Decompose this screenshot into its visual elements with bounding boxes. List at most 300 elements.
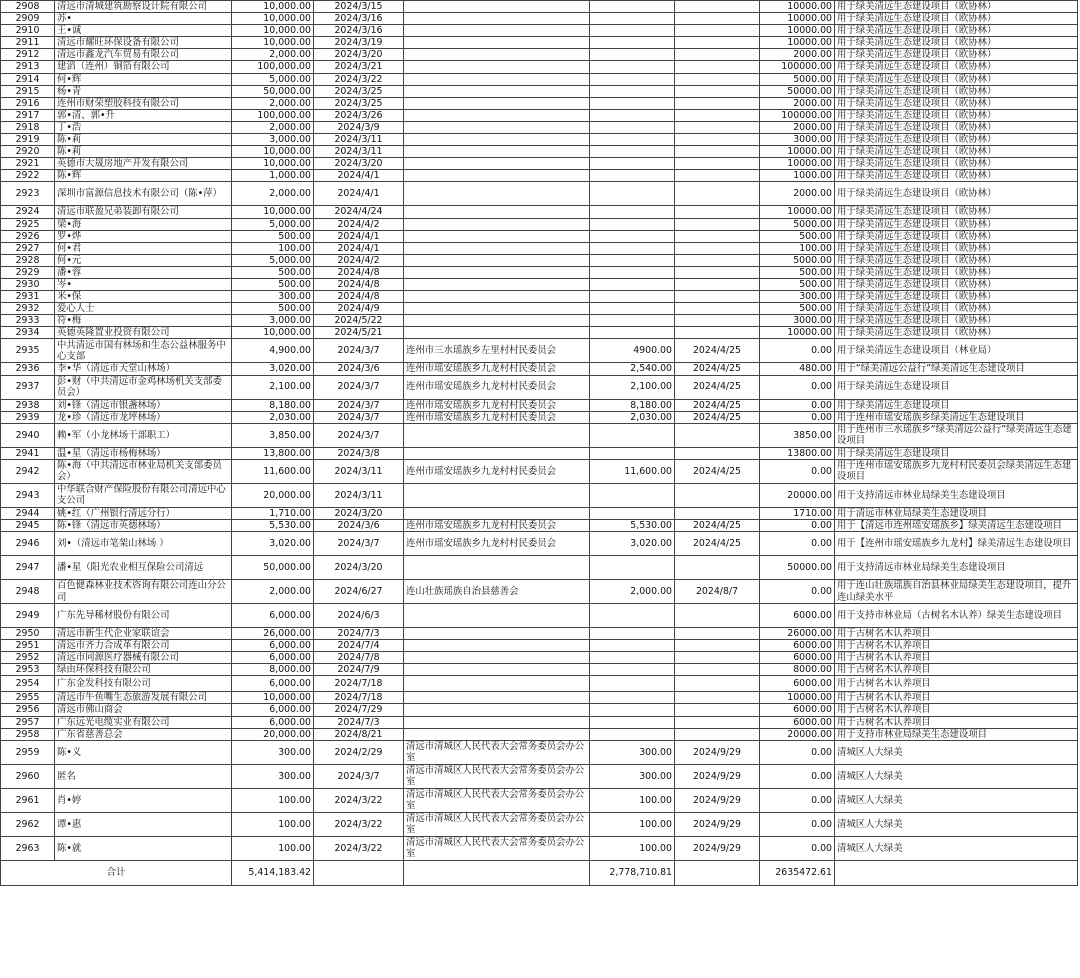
donor-name-cell: 爱心人士 bbox=[55, 303, 232, 315]
table-row bbox=[1, 73, 1078, 85]
donation-date-cell: 2024/3/7 bbox=[314, 532, 404, 556]
recipient-cell bbox=[404, 266, 590, 278]
recipient-cell bbox=[404, 483, 590, 507]
disbursed-amount-cell bbox=[590, 218, 675, 230]
donation-amount-cell: 5,000.00 bbox=[232, 73, 314, 85]
donor-name-cell: 杨•青 bbox=[55, 85, 232, 97]
table-row bbox=[1, 242, 1078, 254]
table-row bbox=[1, 170, 1078, 182]
donation-date-cell: 2024/4/8 bbox=[314, 278, 404, 290]
recipient-cell: 连州市瑶安瑶族乡九龙村村民委员会 bbox=[404, 459, 590, 483]
recipient-cell bbox=[404, 182, 590, 206]
disbursed-date-cell bbox=[675, 303, 760, 315]
disbursed-date-cell: 2024/9/29 bbox=[675, 836, 760, 860]
purpose-cell: 用于绿美清远生态建设项目（欧协林） bbox=[835, 121, 1078, 133]
disbursed-amount-cell bbox=[590, 97, 675, 109]
disbursed-date-cell bbox=[675, 37, 760, 49]
purpose-cell: 用于绿美清远生态建设项目（欧协林） bbox=[835, 254, 1078, 266]
table-row bbox=[1, 652, 1078, 664]
balance-cell: 10000.00 bbox=[760, 158, 835, 170]
disbursed-amount-cell: 11,600.00 bbox=[590, 459, 675, 483]
total-balance: 2635472.61 bbox=[760, 860, 835, 885]
balance-cell: 10000.00 bbox=[760, 13, 835, 25]
donor-name-cell: 何•元 bbox=[55, 254, 232, 266]
recipient-cell bbox=[404, 242, 590, 254]
table-row bbox=[1, 206, 1078, 218]
table-row bbox=[1, 266, 1078, 278]
table-row bbox=[1, 134, 1078, 146]
donation-amount-cell: 8,180.00 bbox=[232, 399, 314, 411]
donation-amount-cell: 2,000.00 bbox=[232, 49, 314, 61]
donation-date-cell: 2024/3/15 bbox=[314, 1, 404, 13]
donor-name-cell: 清远市耀旺环保设备有限公司 bbox=[55, 37, 232, 49]
purpose-cell: 用于绿美清远生态建设项目（欧协林） bbox=[835, 327, 1078, 339]
disbursed-date-cell: 2024/4/25 bbox=[675, 411, 760, 423]
balance-cell: 10000.00 bbox=[760, 206, 835, 218]
disbursed-amount-cell bbox=[590, 327, 675, 339]
donation-amount-cell: 100.00 bbox=[232, 242, 314, 254]
row-number-cell: 2924 bbox=[1, 206, 55, 218]
donor-name-cell: 广东金发科技有限公司 bbox=[55, 676, 232, 692]
donor-name-cell: 陈•辉 bbox=[55, 170, 232, 182]
row-number-cell: 2951 bbox=[1, 640, 55, 652]
donor-name-cell: 深圳市富源信息技术有限公司（陈•萍） bbox=[55, 182, 232, 206]
balance-cell: 3850.00 bbox=[760, 423, 835, 447]
donation-amount-cell: 2,000.00 bbox=[232, 121, 314, 133]
donor-name-cell: 刘•（清远市笔架山林场 ） bbox=[55, 532, 232, 556]
balance-cell: 10000.00 bbox=[760, 1, 835, 13]
purpose-cell: 用于连州市三水瑶族乡“绿美清远公益行”绿美清远生态建设项目 bbox=[835, 423, 1078, 447]
table-row bbox=[1, 423, 1078, 447]
balance-cell: 0.00 bbox=[760, 411, 835, 423]
disbursed-amount-cell bbox=[590, 628, 675, 640]
row-number-cell: 2922 bbox=[1, 170, 55, 182]
donation-date-cell: 2024/7/3 bbox=[314, 716, 404, 728]
donation-date-cell: 2024/4/8 bbox=[314, 266, 404, 278]
purpose-cell: 用于清远市林业局绿美生态建设项目 bbox=[835, 507, 1078, 519]
row-number-cell: 2916 bbox=[1, 97, 55, 109]
donation-date-cell: 2024/4/2 bbox=[314, 218, 404, 230]
donation-date-cell: 2024/3/19 bbox=[314, 37, 404, 49]
disbursed-date-cell bbox=[675, 85, 760, 97]
donor-name-cell: 匿名 bbox=[55, 764, 232, 788]
donation-amount-cell: 50,000.00 bbox=[232, 85, 314, 97]
donor-name-cell: 符•梅 bbox=[55, 315, 232, 327]
recipient-cell: 连州市瑶安瑶族乡九龙村村民委员会 bbox=[404, 532, 590, 556]
row-number-cell: 2919 bbox=[1, 134, 55, 146]
balance-cell: 10000.00 bbox=[760, 692, 835, 704]
donation-date-cell: 2024/3/20 bbox=[314, 49, 404, 61]
purpose-cell: 清城区人大绿美 bbox=[835, 764, 1078, 788]
table-row bbox=[1, 728, 1078, 740]
purpose-cell: 用于绿美清远生态建设项目（欧协林） bbox=[835, 315, 1078, 327]
recipient-cell: 连州市瑶安瑶族乡九龙村村民委员会 bbox=[404, 375, 590, 399]
recipient-cell bbox=[404, 1, 590, 13]
recipient-cell bbox=[404, 134, 590, 146]
disbursed-date-cell bbox=[675, 146, 760, 158]
donation-amount-cell: 10,000.00 bbox=[232, 1, 314, 13]
table-row bbox=[1, 109, 1078, 121]
purpose-cell: 用于绿美清远生态建设项目（欧协林） bbox=[835, 97, 1078, 109]
disbursed-date-cell bbox=[675, 628, 760, 640]
donation-amount-cell: 2,100.00 bbox=[232, 375, 314, 399]
balance-cell: 0.00 bbox=[760, 836, 835, 860]
donation-date-cell: 2024/4/1 bbox=[314, 182, 404, 206]
donation-amount-cell: 3,020.00 bbox=[232, 532, 314, 556]
disbursed-date-cell: 2024/4/25 bbox=[675, 532, 760, 556]
donation-amount-cell: 3,850.00 bbox=[232, 423, 314, 447]
row-number-cell: 2963 bbox=[1, 836, 55, 860]
donor-name-cell: 岑• bbox=[55, 278, 232, 290]
donation-amount-cell: 20,000.00 bbox=[232, 728, 314, 740]
recipient-cell bbox=[404, 423, 590, 447]
balance-cell: 0.00 bbox=[760, 812, 835, 836]
recipient-cell: 连州市瑶安瑶族乡九龙村村民委员会 bbox=[404, 411, 590, 423]
purpose-cell: 用于连州市瑶安瑶族乡九龙村村民委员会绿美清远生态建设项目 bbox=[835, 459, 1078, 483]
donor-name-cell: 苏• bbox=[55, 13, 232, 25]
row-number-cell: 2931 bbox=[1, 291, 55, 303]
balance-cell: 500.00 bbox=[760, 303, 835, 315]
row-number-cell: 2910 bbox=[1, 25, 55, 37]
recipient-cell bbox=[404, 49, 590, 61]
balance-cell: 2000.00 bbox=[760, 97, 835, 109]
disbursed-amount-cell bbox=[590, 182, 675, 206]
donation-amount-cell: 6,000.00 bbox=[232, 652, 314, 664]
donation-date-cell: 2024/3/25 bbox=[314, 85, 404, 97]
donation-amount-cell: 6,000.00 bbox=[232, 716, 314, 728]
donation-date-cell: 2024/3/7 bbox=[314, 339, 404, 363]
table-row bbox=[1, 399, 1078, 411]
purpose-cell: 用于支持市林业局（古树名木认养）绿美生态建设项目 bbox=[835, 604, 1078, 628]
disbursed-date-cell bbox=[675, 182, 760, 206]
row-number-cell: 2941 bbox=[1, 447, 55, 459]
donor-name-cell: 广东远光电缆实业有限公司 bbox=[55, 716, 232, 728]
disbursed-amount-cell: 100.00 bbox=[590, 812, 675, 836]
disbursed-date-cell bbox=[675, 291, 760, 303]
table-row bbox=[1, 158, 1078, 170]
donor-name-cell: 清远市齐力合成革有限公司 bbox=[55, 640, 232, 652]
disbursed-date-cell bbox=[675, 483, 760, 507]
donor-name-cell: 百色健森林业技术咨询有限公司连山分公司 bbox=[55, 580, 232, 604]
donor-name-cell: 刘•锋（清远市银盏林场） bbox=[55, 399, 232, 411]
disbursed-amount-cell bbox=[590, 121, 675, 133]
table-row bbox=[1, 85, 1078, 97]
donor-name-cell: 清远市佛山商会 bbox=[55, 704, 232, 716]
purpose-cell: 用于绿美清远生态建设项目（欧协林） bbox=[835, 291, 1078, 303]
row-number-cell: 2946 bbox=[1, 532, 55, 556]
donation-date-cell: 2024/5/22 bbox=[314, 315, 404, 327]
table-row bbox=[1, 375, 1078, 399]
donor-name-cell: 李•华（清远市天堂山林场） bbox=[55, 363, 232, 375]
donation-amount-cell: 6,000.00 bbox=[232, 704, 314, 716]
purpose-cell: 用于绿美清远生态建设项目（林业局） bbox=[835, 339, 1078, 363]
table-row bbox=[1, 788, 1078, 812]
donor-name-cell: 中华联合财产保险股份有限公司清远中心支公司 bbox=[55, 483, 232, 507]
balance-cell: 0.00 bbox=[760, 375, 835, 399]
donor-name-cell: 建滔（连州）铜箔有限公司 bbox=[55, 61, 232, 73]
purpose-cell: 清城区人大绿美 bbox=[835, 788, 1078, 812]
disbursed-amount-cell bbox=[590, 170, 675, 182]
donation-date-cell: 2024/4/2 bbox=[314, 254, 404, 266]
balance-cell: 5000.00 bbox=[760, 218, 835, 230]
purpose-cell: 用于绿美清远生态建设项目（欧协林） bbox=[835, 37, 1078, 49]
balance-cell: 50000.00 bbox=[760, 556, 835, 580]
balance-cell: 10000.00 bbox=[760, 37, 835, 49]
row-number-cell: 2920 bbox=[1, 146, 55, 158]
recipient-cell: 连山壮族瑶族自治县慈善会 bbox=[404, 580, 590, 604]
donor-name-cell: 清远市鑫龙汽车贸易有限公司 bbox=[55, 49, 232, 61]
row-number-cell: 2934 bbox=[1, 327, 55, 339]
donation-amount-cell: 5,000.00 bbox=[232, 218, 314, 230]
balance-cell: 6000.00 bbox=[760, 676, 835, 692]
recipient-cell bbox=[404, 664, 590, 676]
table-row bbox=[1, 291, 1078, 303]
donation-date-cell: 2024/7/9 bbox=[314, 664, 404, 676]
purpose-cell: 用于绿美清远生态建设项目（欧协林） bbox=[835, 182, 1078, 206]
recipient-cell bbox=[404, 640, 590, 652]
total-empty-3 bbox=[675, 860, 760, 885]
disbursed-amount-cell bbox=[590, 291, 675, 303]
donation-amount-cell: 50,000.00 bbox=[232, 556, 314, 580]
donor-name-cell: 赖•军（小龙林场干部职工） bbox=[55, 423, 232, 447]
row-number-cell: 2950 bbox=[1, 628, 55, 640]
donation-date-cell: 2024/7/3 bbox=[314, 628, 404, 640]
donation-amount-cell: 20,000.00 bbox=[232, 483, 314, 507]
purpose-cell: 清城区人大绿美 bbox=[835, 740, 1078, 764]
donation-amount-cell: 500.00 bbox=[232, 303, 314, 315]
table-row bbox=[1, 303, 1078, 315]
table-row bbox=[1, 61, 1078, 73]
donor-name-cell: 中共清远市国有林场和生态公益林服务中心支部 bbox=[55, 339, 232, 363]
donation-amount-cell: 300.00 bbox=[232, 740, 314, 764]
donor-name-cell: 何•辉 bbox=[55, 73, 232, 85]
row-number-cell: 2960 bbox=[1, 764, 55, 788]
donor-name-cell: 清远市清城建筑勘察设计院有限公司 bbox=[55, 1, 232, 13]
table-row bbox=[1, 664, 1078, 676]
disbursed-amount-cell bbox=[590, 73, 675, 85]
disbursed-amount-cell bbox=[590, 206, 675, 218]
row-number-cell: 2932 bbox=[1, 303, 55, 315]
table-row bbox=[1, 716, 1078, 728]
purpose-cell: 用于古树名木认养项目 bbox=[835, 704, 1078, 716]
purpose-cell: 用于连山壮族瑶族自治县林业局绿美生态建设项目，提升连山绿美水平 bbox=[835, 580, 1078, 604]
donation-date-cell: 2024/3/6 bbox=[314, 519, 404, 531]
table-row bbox=[1, 339, 1078, 363]
recipient-cell bbox=[404, 303, 590, 315]
row-number-cell: 2921 bbox=[1, 158, 55, 170]
disbursed-date-cell bbox=[675, 507, 760, 519]
donor-name-cell: 陈•莉 bbox=[55, 146, 232, 158]
disbursed-amount-cell bbox=[590, 13, 675, 25]
disbursed-amount-cell bbox=[590, 640, 675, 652]
recipient-cell bbox=[404, 254, 590, 266]
recipient-cell: 清远市清城区人民代表大会常务委员会办公室 bbox=[404, 764, 590, 788]
donation-date-cell: 2024/7/8 bbox=[314, 652, 404, 664]
disbursed-amount-cell bbox=[590, 61, 675, 73]
disbursed-date-cell bbox=[675, 327, 760, 339]
purpose-cell: 用于古树名木认养项目 bbox=[835, 652, 1078, 664]
disbursed-date-cell: 2024/4/25 bbox=[675, 519, 760, 531]
donation-date-cell: 2024/3/7 bbox=[314, 399, 404, 411]
donation-date-cell: 2024/8/21 bbox=[314, 728, 404, 740]
disbursed-amount-cell bbox=[590, 692, 675, 704]
row-number-cell: 2958 bbox=[1, 728, 55, 740]
purpose-cell: 用于绿美清远生态建设项目（欧协林） bbox=[835, 13, 1078, 25]
balance-cell: 26000.00 bbox=[760, 628, 835, 640]
balance-cell: 2000.00 bbox=[760, 49, 835, 61]
disbursed-amount-cell: 300.00 bbox=[590, 764, 675, 788]
purpose-cell: 用于绿美清远生态建设项目 bbox=[835, 447, 1078, 459]
donation-amount-cell: 10,000.00 bbox=[232, 37, 314, 49]
recipient-cell bbox=[404, 291, 590, 303]
disbursed-date-cell bbox=[675, 604, 760, 628]
purpose-cell: 用于绿美清远生态建设项目（欧协林） bbox=[835, 266, 1078, 278]
purpose-cell: 用于绿美清远生态建设项目 bbox=[835, 399, 1078, 411]
purpose-cell: 用于“绿美清远公益行”绿美清远生态建设项目 bbox=[835, 363, 1078, 375]
disbursed-amount-cell: 2,100.00 bbox=[590, 375, 675, 399]
row-number-cell: 2943 bbox=[1, 483, 55, 507]
balance-cell: 0.00 bbox=[760, 580, 835, 604]
recipient-cell bbox=[404, 676, 590, 692]
balance-cell: 100.00 bbox=[760, 242, 835, 254]
balance-cell: 500.00 bbox=[760, 230, 835, 242]
disbursed-amount-cell bbox=[590, 1, 675, 13]
disbursed-date-cell: 2024/8/7 bbox=[675, 580, 760, 604]
donation-date-cell: 2024/4/1 bbox=[314, 242, 404, 254]
recipient-cell bbox=[404, 121, 590, 133]
purpose-cell: 用于绿美清远生态建设项目（欧协林） bbox=[835, 242, 1078, 254]
donation-amount-cell: 500.00 bbox=[232, 230, 314, 242]
balance-cell: 10000.00 bbox=[760, 25, 835, 37]
disbursed-amount-cell bbox=[590, 315, 675, 327]
donor-name-cell: 温•星（清远市杨梅林场） bbox=[55, 447, 232, 459]
donor-name-cell: 清远市牛鱼嘴生态旅游发展有限公司 bbox=[55, 692, 232, 704]
purpose-cell: 用于古树名木认养项目 bbox=[835, 640, 1078, 652]
donation-date-cell: 2024/3/16 bbox=[314, 25, 404, 37]
disbursed-date-cell: 2024/4/25 bbox=[675, 399, 760, 411]
disbursed-date-cell bbox=[675, 692, 760, 704]
disbursed-date-cell bbox=[675, 278, 760, 290]
balance-cell: 20000.00 bbox=[760, 483, 835, 507]
disbursed-date-cell bbox=[675, 73, 760, 85]
balance-cell: 10000.00 bbox=[760, 327, 835, 339]
table-row bbox=[1, 556, 1078, 580]
donation-date-cell: 2024/3/21 bbox=[314, 61, 404, 73]
donation-amount-cell: 10,000.00 bbox=[232, 206, 314, 218]
disbursed-amount-cell bbox=[590, 37, 675, 49]
donation-amount-cell: 3,000.00 bbox=[232, 134, 314, 146]
table-row bbox=[1, 459, 1078, 483]
donor-name-cell: 潘•蓉 bbox=[55, 266, 232, 278]
disbursed-amount-cell: 2,000.00 bbox=[590, 580, 675, 604]
balance-cell: 10000.00 bbox=[760, 146, 835, 158]
donation-date-cell: 2024/4/1 bbox=[314, 170, 404, 182]
balance-cell: 500.00 bbox=[760, 266, 835, 278]
balance-cell: 0.00 bbox=[760, 459, 835, 483]
donation-date-cell: 2024/3/11 bbox=[314, 459, 404, 483]
donor-name-cell: 连州市财荣塑胶科技有限公司 bbox=[55, 97, 232, 109]
balance-cell: 6000.00 bbox=[760, 652, 835, 664]
row-number-cell: 2913 bbox=[1, 61, 55, 73]
disbursed-amount-cell bbox=[590, 230, 675, 242]
disbursed-date-cell bbox=[675, 206, 760, 218]
table-row bbox=[1, 25, 1078, 37]
disbursed-amount-cell bbox=[590, 242, 675, 254]
disbursed-amount-cell bbox=[590, 604, 675, 628]
donor-name-cell: 郭•清、郭•升 bbox=[55, 109, 232, 121]
purpose-cell: 用于古树名木认养项目 bbox=[835, 692, 1078, 704]
donor-name-cell: 广东先导稀材股份有限公司 bbox=[55, 604, 232, 628]
disbursed-date-cell bbox=[675, 716, 760, 728]
disbursed-date-cell bbox=[675, 242, 760, 254]
disbursed-date-cell bbox=[675, 158, 760, 170]
row-number-cell: 2914 bbox=[1, 73, 55, 85]
balance-cell: 0.00 bbox=[760, 519, 835, 531]
recipient-cell bbox=[404, 315, 590, 327]
donor-name-cell: 陈•义 bbox=[55, 740, 232, 764]
purpose-cell: 用于绿美清远生态建设项目（欧协林） bbox=[835, 206, 1078, 218]
donor-name-cell: 姚•红（广州银行清远分行） bbox=[55, 507, 232, 519]
disbursed-date-cell bbox=[675, 170, 760, 182]
donor-name-cell: 英德英隆置业投资有限公司 bbox=[55, 327, 232, 339]
disbursed-amount-cell bbox=[590, 278, 675, 290]
balance-cell: 300.00 bbox=[760, 291, 835, 303]
purpose-cell: 用于连州市瑶安瑶族乡绿美清远生态建设项目 bbox=[835, 411, 1078, 423]
purpose-cell: 用于绿美清远生态建设项目（欧协林） bbox=[835, 61, 1078, 73]
table-row bbox=[1, 13, 1078, 25]
table-row bbox=[1, 363, 1078, 375]
donation-amount-cell: 2,000.00 bbox=[232, 97, 314, 109]
disbursed-amount-cell: 300.00 bbox=[590, 740, 675, 764]
recipient-cell bbox=[404, 158, 590, 170]
donation-date-cell: 2024/7/18 bbox=[314, 676, 404, 692]
disbursed-amount-cell bbox=[590, 728, 675, 740]
donor-name-cell: 谭•惠 bbox=[55, 812, 232, 836]
donation-date-cell: 2024/3/20 bbox=[314, 507, 404, 519]
recipient-cell bbox=[404, 13, 590, 25]
disbursed-amount-cell bbox=[590, 49, 675, 61]
purpose-cell: 用于古树名木认养项目 bbox=[835, 676, 1078, 692]
donation-date-cell: 2024/3/26 bbox=[314, 109, 404, 121]
donation-amount-cell: 2,000.00 bbox=[232, 182, 314, 206]
donor-name-cell: 龙•珍（清远市龙坪林场） bbox=[55, 411, 232, 423]
disbursed-amount-cell bbox=[590, 303, 675, 315]
table-row bbox=[1, 676, 1078, 692]
donation-date-cell: 2024/4/24 bbox=[314, 206, 404, 218]
donation-amount-cell: 26,000.00 bbox=[232, 628, 314, 640]
recipient-cell bbox=[404, 728, 590, 740]
recipient-cell bbox=[404, 652, 590, 664]
purpose-cell: 用于绿美清远生态建设项目（欧协林） bbox=[835, 146, 1078, 158]
donor-name-cell: 彭•财（中共清远市金鸡林场机关支部委员会） bbox=[55, 375, 232, 399]
row-number-cell: 2928 bbox=[1, 254, 55, 266]
donor-name-cell: 陈•锋（清远市英德林场） bbox=[55, 519, 232, 531]
recipient-cell bbox=[404, 73, 590, 85]
total-empty-4 bbox=[835, 860, 1078, 885]
disbursed-amount-cell bbox=[590, 716, 675, 728]
donation-date-cell: 2024/3/20 bbox=[314, 158, 404, 170]
balance-cell: 20000.00 bbox=[760, 728, 835, 740]
row-number-cell: 2940 bbox=[1, 423, 55, 447]
purpose-cell: 用于绿美清远生态建设项目（欧协林） bbox=[835, 278, 1078, 290]
recipient-cell bbox=[404, 170, 590, 182]
disbursed-date-cell bbox=[675, 704, 760, 716]
donation-amount-cell: 5,530.00 bbox=[232, 519, 314, 531]
donation-amount-cell: 2,030.00 bbox=[232, 411, 314, 423]
balance-cell: 6000.00 bbox=[760, 716, 835, 728]
disbursed-date-cell bbox=[675, 664, 760, 676]
donor-name-cell: 米•保 bbox=[55, 291, 232, 303]
